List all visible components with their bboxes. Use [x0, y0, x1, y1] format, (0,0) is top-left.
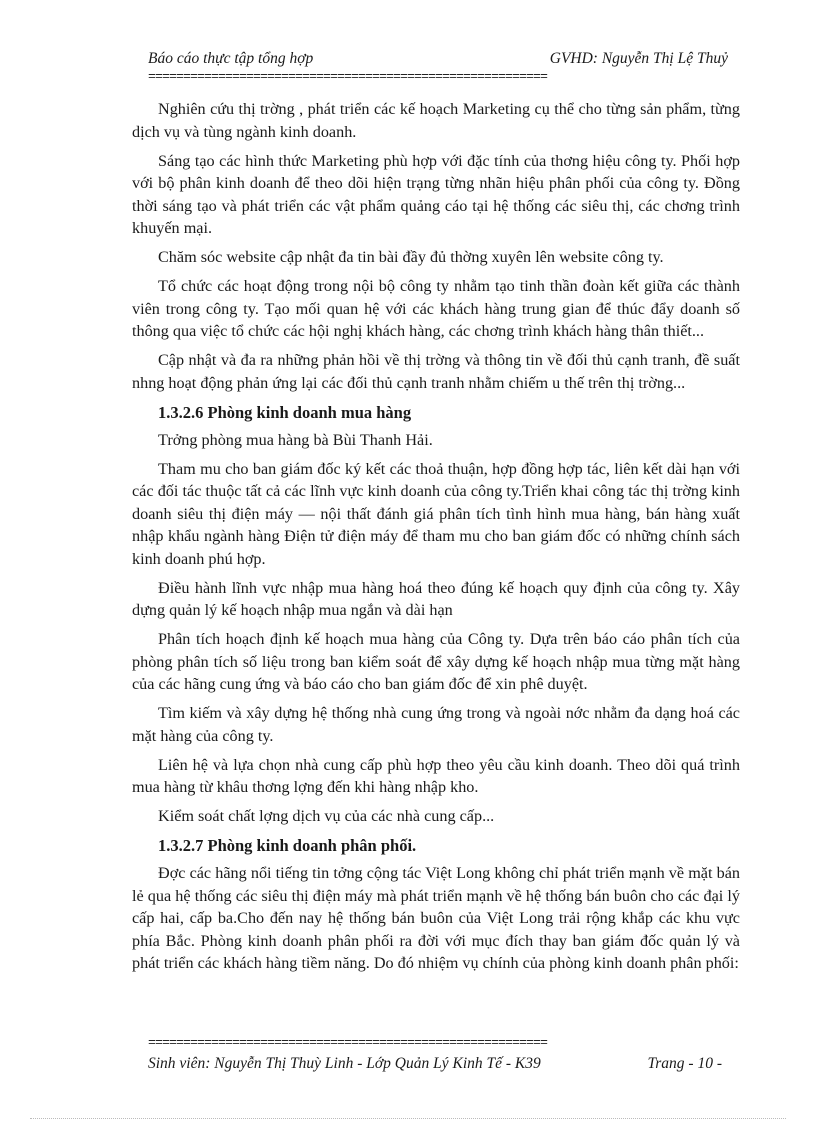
paragraph: Tham mu cho ban giám đốc ký kết các thoả thuận, hợp đồng hợp tác, liên kết dài hạn với các đối tác thuộc tất cả các lĩnh vực kinh doanh của công ty.Triển khai công tác thị trờng kinh doanh siêu thị điện máy — nội thất đánh giá phân tích tình hình mua hàng, bán hàng xuất nhập khẩu ngành hàng Điện tử điện máy để tham mu cho ban giám đốc có những chính sách kinh doanh phú hợp.	[132, 459, 740, 568]
paragraph: Cập nhật và đa ra những phản hồi về thị trờng và thông tin về đối thủ cạnh tranh, đề suất nhng hoạt động phản ứng lại các đối thủ cạnh tranh nhằm chiếm u thế trên thị trờng...	[132, 351, 740, 392]
page-bottom-divider	[30, 1118, 786, 1120]
header-rule: =========================================================	[148, 70, 548, 84]
page-header	[148, 50, 736, 72]
section-heading: 1.3.2.6 Phòng kinh doanh mua hàng	[158, 402, 412, 422]
page-number: Trang - 10 -	[647, 1055, 722, 1072]
paragraph: Sáng tạo các hình thức Marketing phù hợp với đặc tính của thơng hiệu công ty. Phối hợp với bộ phân kinh doanh để theo dõi hiện trạng từng nhãn hiệu phân phối của công ty. Đồng thời sáng tạo và phát triển các vật phẩm quảng cáo tại hệ thống các siêu thị, các chơng trình khuyến mại.	[132, 151, 740, 237]
section-heading: 1.3.2.7 Phòng kinh doanh phân phối.	[158, 836, 417, 855]
paragraph: Liên hệ và lựa chọn nhà cung cấp phù hợp theo yêu cầu kinh doanh. Theo dõi quá trình mua hàng từ khâu thơng lợng đến khi hàng nhập kho.	[132, 755, 740, 796]
header-supervisor: GVHD: Nguyễn Thị Lệ Thuỷ	[549, 50, 728, 67]
document-body	[132, 98, 740, 981]
footer-rule: =========================================================	[148, 1036, 548, 1050]
paragraph: Đợc các hãng nổi tiếng tin tởng cộng tác Việt Long không chỉ phát triển mạnh về mặt bán lẻ qua hệ thống các siêu thị điện máy mà phát triển mạnh về hệ thống bán buôn cho các đại lý cấp hai, cấp ba.Cho đến nay hệ thống bán buôn của Việt Long trải rộng khắp các khu vực phía Bắc. Phòng kinh doanh phân phối ra đời với mục đích thay ban giám đốc quản lý và phát triển các khách hàng tiềm năng. Do đó nhiệm vụ chính của phòng kinh doanh phân phối:	[132, 864, 740, 972]
paragraph: Tổ chức các hoạt động trong nội bộ công ty nhằm tạo tinh thần đoàn kết giữa các thành viên trong công ty. Tạo mối quan hệ với các khách hàng trung gian để thúc đẩy doanh số thông qua việc tổ chức các hội nghị khách hàng, các chơng trình khách hàng thân thiết...	[132, 277, 740, 340]
paragraph: Nghiên cứu thị trờng , phát triển các kế hoạch Marketing cụ thể cho từng sản phẩm, từng dịch vụ và tùng ngành kinh doanh.	[132, 100, 740, 141]
header-report-title: Báo cáo thực tập tổng hợp	[148, 50, 314, 67]
footer-student-info: Sinh viên: Nguyễn Thị Thuỳ Linh - Lớp Quản Lý Kinh Tế - K39	[148, 1055, 541, 1072]
paragraph: Trởng phòng mua hàng bà Bùi Thanh Hải.	[158, 430, 433, 449]
paragraph: Tìm kiếm và xây dựng hệ thống nhà cung ứng trong và ngoài nớc nhằm đa dạng hoá các mặt hàng của công ty.	[132, 704, 740, 745]
paragraph: Kiểm soát chất lợng dịch vụ của các nhà cung cấp...	[158, 807, 495, 825]
paragraph: Chăm sóc website cập nhật đa tin bài đầy đủ thờng xuyên lên website công ty.	[158, 248, 664, 266]
paragraph: Điều hành lĩnh vực nhập mua hàng hoá theo đúng kế hoạch quy định của công ty. Xây dựng quản lý kế hoạch nhập mua ngắn và dài hạn	[132, 578, 740, 619]
page-footer	[148, 1055, 736, 1077]
paragraph: Phân tích hoạch định kế hoạch mua hàng của Công ty. Dựa trên báo cáo phân tích của phòng phân tích số liệu trong ban kiểm soát để xây dựng kế hoạch nhập mua từng mặt hàng của các hãng cung ứng và báo cáo cho ban giám đốc để xin phê duyệt.	[132, 630, 740, 693]
